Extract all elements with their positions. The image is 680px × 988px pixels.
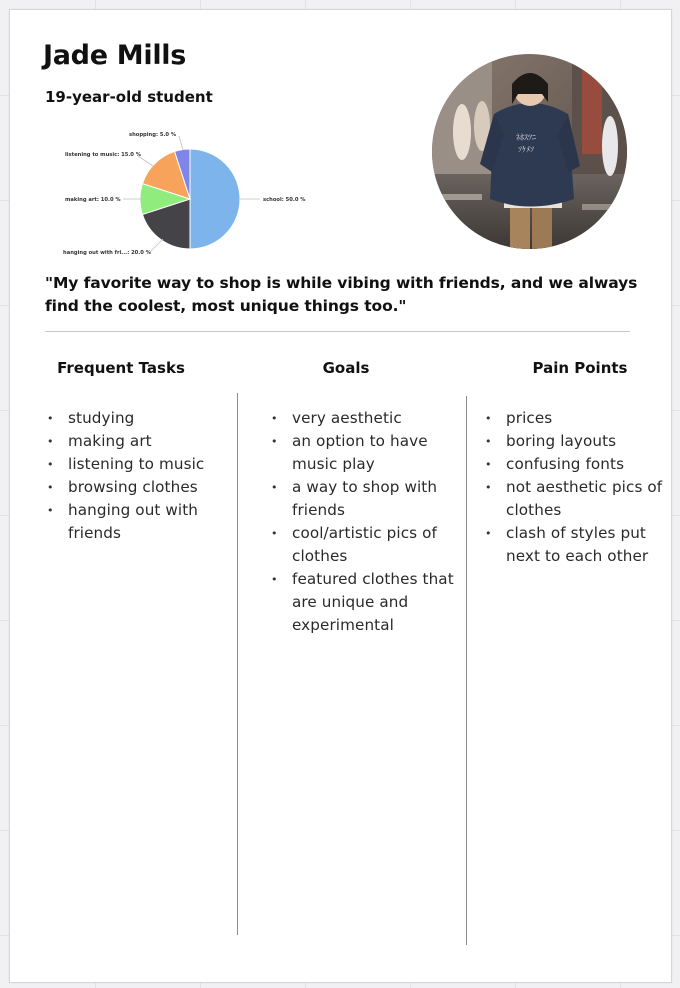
pie-data-label: listening to music: 15.0 % [65,152,141,158]
frequent-tasks-list [45,407,230,545]
frequent-tasks-title: Frequent Tasks [57,359,185,377]
column-divider-right [466,396,467,945]
list-item: • browsing clothes [45,476,230,499]
section-divider [45,331,630,332]
pie-chart-svg [45,114,320,264]
svg-text:ｿｹﾒｿ: ｿｹﾒｿ [518,145,534,154]
pie-connector-line [149,239,163,253]
persona-subtitle: 19-year-old student [45,88,213,106]
goals-title: Goals [322,359,370,377]
list-item: • listening to music [45,453,230,476]
pie-connector-line [179,136,183,150]
list-item: • making art [45,430,230,453]
list-item: • an option to have music play [269,430,459,476]
list-item: • cool/artistic pics of clothes [269,522,459,568]
list-item: • hanging out with friends [45,499,230,545]
persona-photo-image [432,54,627,249]
pie-data-label: school: 50.0 % [263,197,306,203]
list-item: • not aesthetic pics of clothes [483,476,668,522]
column-divider-left [237,393,238,935]
pie-data-label: making art: 10.0 % [65,197,121,203]
pain-points-title: Pain Points [532,359,628,377]
time-pie-chart [45,114,320,264]
list-item: • studying [45,407,230,430]
pie-data-label: hanging out with fri...: 20.0 % [63,250,151,256]
pain-points-list [483,407,668,568]
persona-quote: "My favorite way to shop is while vibing with friends, and we always find the coolest, most unique things too." [45,274,638,315]
list-item: • boring layouts [483,430,668,453]
pie-slice-school [190,149,240,249]
list-item: • very aesthetic [269,407,459,430]
pie-data-label: shopping: 5.0 % [129,132,177,138]
persona-name: Jade Mills [43,40,187,71]
list-item: • prices [483,407,668,430]
goals-list [269,407,459,637]
list-item: • featured clothes that are unique and experimental [269,568,459,637]
list-item: • confusing fonts [483,453,668,476]
persona-photo [432,54,627,249]
list-item: • a way to shop with friends [269,476,459,522]
persona-card [9,9,672,983]
list-item: • clash of styles put next to each other [483,522,668,568]
svg-text:ﾈﾎｽﾂﾆ: ﾈﾎｽﾂﾆ [516,133,536,142]
